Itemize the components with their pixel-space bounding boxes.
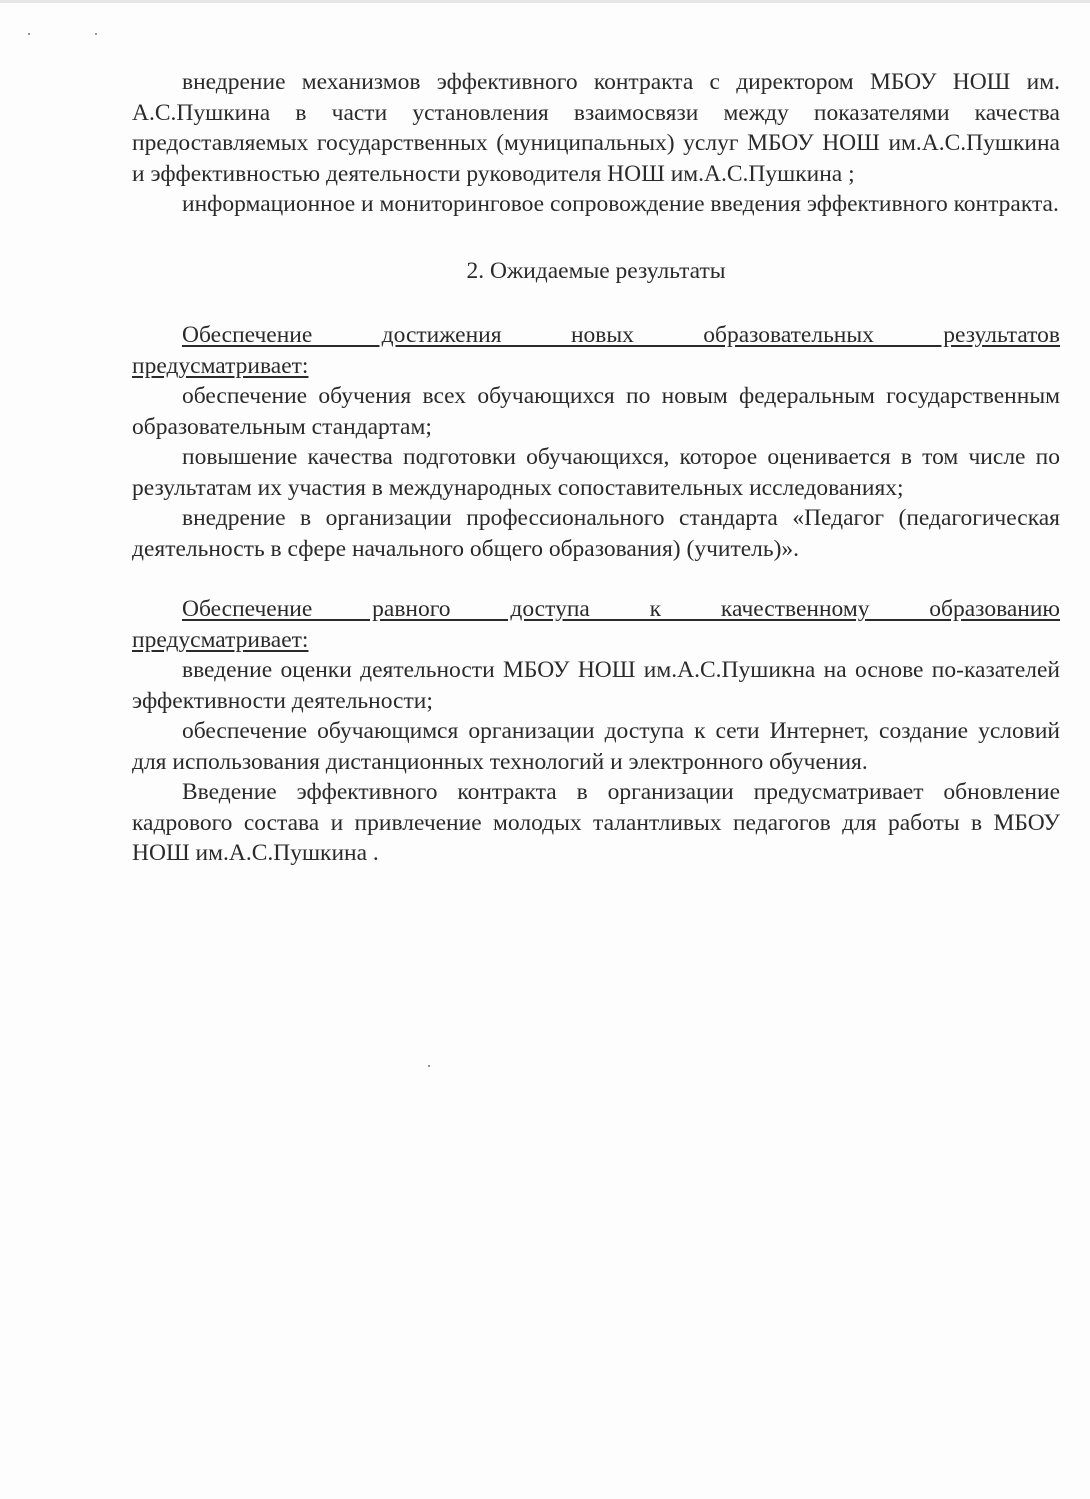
scan-speck xyxy=(95,33,97,35)
paragraph-text: внедрение механизмов эффективного контракта с директором МБОУ НОШ xyxy=(182,69,1011,95)
block2-item: введение оценки деятельности МБОУ НОШ им.А.С.Пушикна на основе по-казателей эффективности деятельности; xyxy=(132,657,1060,714)
closing-paragraph: Введение эффективного контракта в организации предусматривает обновление кадрового состава и привлечение молодых талантливых педагогов для работы в МБОУ НОШ им.А.С.Пушкина . xyxy=(132,779,1060,866)
paragraph-text: контракта. xyxy=(953,191,1059,217)
scan-speck xyxy=(28,33,30,35)
intro-item-1 xyxy=(132,67,1060,189)
paragraph-text: им. А.С.Пушкина в части установления взаимосвязи между показателями качества предоставляемых государственных (муниципальных) услуг МБОУ НОШ им.А.С.Пушкина и эффективностью деятельности руководителя НОШ им.А.С.Пушкина ; xyxy=(132,69,1060,187)
paragraph-text: информационное и мониторинговое сопровождение введения эффективного xyxy=(182,191,948,217)
document-page xyxy=(132,67,1060,869)
block2-lead-cont: предусматривает: xyxy=(132,626,309,653)
block1-lead: Обеспечение достижения новых образовательных результатов xyxy=(182,322,1060,348)
block1-item: повышение качества подготовки обучающихся, которое оценивается в том числе по результатам их участия в международных сопоставительных исследованиях; xyxy=(132,444,1060,501)
block2-item: обеспечение обучающимся организации доступа к сети Интернет, создание условий для использования дистанционных технологий и электронного обучения. xyxy=(132,718,1060,775)
block1-item: внедрение в организации профессионального стандарта «Педагог (педагогическая деятельность в сфере начального общего образования) (учитель)». xyxy=(132,505,1060,562)
block1-item: обеспечение обучения всех обучающихся по новым федеральным государственным образовательным стандартам; xyxy=(132,383,1060,440)
block2-lead: Обеспечение равного доступа к качественному образованию xyxy=(182,596,1060,622)
intro-item-2 xyxy=(132,189,1060,220)
block1-lead-cont: предусматривает: xyxy=(132,352,309,379)
scan-speck xyxy=(428,1065,430,1067)
scan-top-edge xyxy=(0,0,1090,3)
section-heading: 2. Ожидаемые результаты xyxy=(466,257,726,284)
